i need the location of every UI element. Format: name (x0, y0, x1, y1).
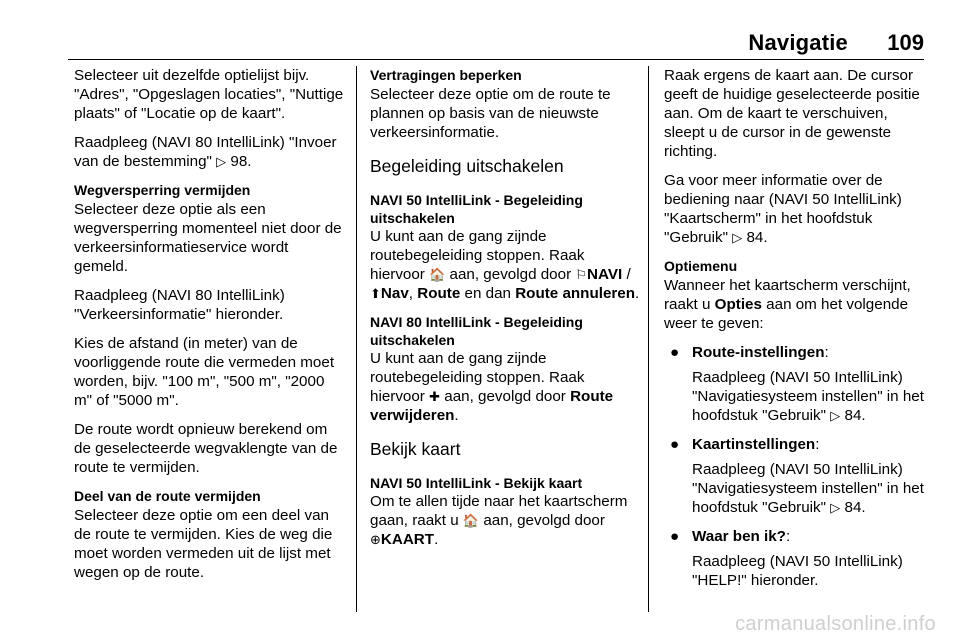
reference-arrow-icon: ▷ (830, 408, 841, 423)
option-title: Route-instellingen (692, 344, 825, 361)
column-3 (664, 66, 932, 600)
map-button-label: KAART (380, 531, 435, 548)
paragraph: De route wordt opnieuw berekend om de geselecteerde wegvaklengte van de route te vermijden. (74, 421, 338, 476)
bullet-icon: ● (670, 436, 680, 453)
section-text: Selecteer deze optie om de route te plannen op basis van de nieuwste verkeersinformatie. (370, 86, 611, 141)
page-reference: 84. (844, 407, 866, 424)
section-heading: Wegversperring vermijden (74, 182, 251, 198)
paragraph: Kies de afstand (in meter) van de voorliggende route die vermeden moet worden, bijv. "100 m", "500 m", "2000 m" of "5000 m". (74, 335, 335, 409)
option-text: Raadpleeg (NAVI 50 IntelliLink) "Navigatiesysteem instellen" in het hoofdstuk "Gebruik" ▷ 84. (692, 369, 924, 424)
section-block: Optiemenu Wanneer het kaartscherm verschijnt, raakt u Opties aan om het volgende weer te geven: (664, 257, 932, 333)
page-reference: 84. (746, 229, 768, 246)
section-block (370, 66, 640, 142)
section-heading: Optiemenu (664, 258, 738, 274)
column-divider-2 (648, 66, 649, 612)
page-reference: 98. (230, 153, 252, 170)
header-rule (68, 59, 924, 60)
nav-button-label: Nav (380, 285, 409, 302)
section-heading: Vertragingen beperken (370, 67, 522, 83)
paragraph: Selecteer uit dezelfde optielijst bijv. "Adres", "Opgeslagen locaties", "Nuttige plaats" of "Locatie op de kaart". (74, 67, 344, 122)
bullet-icon: ● (670, 528, 680, 545)
page-number: 109 (887, 30, 924, 55)
options-button-label: Opties (714, 296, 762, 313)
option-title: Kaartinstellingen (692, 436, 816, 453)
home-icon: 🏠 (429, 267, 446, 282)
paragraph: U kunt aan de gang zijnde routebegeleiding stoppen. Raak hiervoor 🏠 aan, gevolgd door ⚐NAVI / ⬆Nav, Route en dan Route annuleren. (370, 228, 640, 302)
watermark: carmanualsonline.info (735, 613, 936, 635)
reference-arrow-icon: ▷ (830, 500, 841, 515)
heading-guidance: Begeleiding uitschakelen (370, 156, 564, 176)
map-icon: ⊕ (370, 532, 381, 547)
page-reference: 84. (844, 499, 866, 516)
paragraph: U kunt aan de gang zijnde routebegeleiding stoppen. Raak hiervoor ✚ aan, gevolgd door Route verwijderen. (370, 350, 614, 424)
option-text: Raadpleeg (NAVI 50 IntelliLink) "HELP!" hieronder. (692, 553, 903, 589)
route-button-label: Route (417, 285, 461, 302)
heading-view-map: Bekijk kaart (370, 439, 461, 459)
paragraph: Raak ergens de kaart aan. De cursor geeft de huidige geselecteerde positie aan. Om de kaart te verschuiven, sleept u de cursor in de gewenste richting. (664, 67, 920, 160)
flag-icon: ⚐ (575, 267, 588, 282)
section-block (74, 487, 346, 582)
navi-button-label: NAVI (587, 266, 623, 283)
paragraph: Raadpleeg (NAVI 80 IntelliLink) "Verkeersinformatie" hieronder. (74, 287, 285, 323)
page-header (0, 0, 960, 58)
bullet-icon: ● (670, 344, 680, 361)
section-block (74, 181, 346, 276)
paragraph: Ga voor meer informatie over de bediening naar (NAVI 50 IntelliLink) "Kaartscherm" in het hoofdstuk "Gebruik" ▷ 84. (664, 172, 902, 246)
list-item: ● Waar ben ik?: Raadpleeg (NAVI 50 IntelliLink) "HELP!" hieronder. (664, 527, 932, 590)
reference-arrow-icon: ▷ (216, 154, 227, 169)
options-list (664, 343, 932, 590)
plus-icon: ✚ (429, 389, 441, 404)
column-1 (74, 66, 346, 592)
subheading-navi80-guidance: NAVI 80 IntelliLink - Begeleiding uitschakelen (370, 314, 583, 348)
page-title: Navigatie (748, 30, 848, 55)
subheading-navi50-guidance: NAVI 50 IntelliLink - Begeleiding uitschakelen (370, 192, 583, 226)
paragraph: Raadpleeg (NAVI 80 IntelliLink) "Invoer van de bestemming" ▷ 98. (74, 134, 337, 170)
route-cancel-button-label: Route annuleren (515, 285, 636, 302)
column-divider-1 (356, 66, 357, 612)
list-item: ● Route-instellingen: Raadpleeg (NAVI 50 IntelliLink) "Navigatiesysteem instellen" in het hoofdstuk "Gebruik" ▷ 84. (664, 343, 932, 425)
section-text: Selecteer deze optie als een wegversperring momenteel niet door de verkeersinformatieservice wordt gemeld. (74, 201, 342, 275)
route-delete-button-label: Route verwijderen (370, 388, 614, 424)
paragraph: Om te allen tijde naar het kaartscherm gaan, raakt u 🏠 aan, gevolgd door ⊕KAART. (370, 493, 628, 548)
home-icon: 🏠 (462, 513, 480, 528)
subheading-navi50-map: NAVI 50 IntelliLink - Bekijk kaart (370, 475, 583, 491)
column-2 (370, 66, 640, 559)
navigation-arrow-icon: ⬆ (370, 286, 381, 301)
section-heading: Deel van de route vermijden (74, 488, 261, 504)
section-text: Selecteer deze optie om een deel van de route te vermijden. Kies de weg die moet worden vermeden uit de lijst met wegen op de route. (74, 507, 333, 581)
list-item: ● Kaartinstellingen: Raadpleeg (NAVI 50 IntelliLink) "Navigatiesysteem instellen" in het hoofdstuk "Gebruik" ▷ 84. (664, 435, 932, 517)
option-text: Raadpleeg (NAVI 50 IntelliLink) "Navigatiesysteem instellen" in het hoofdstuk "Gebruik" ▷ 84. (692, 461, 924, 516)
reference-arrow-icon: ▷ (732, 230, 743, 245)
option-title: Waar ben ik? (692, 528, 786, 545)
